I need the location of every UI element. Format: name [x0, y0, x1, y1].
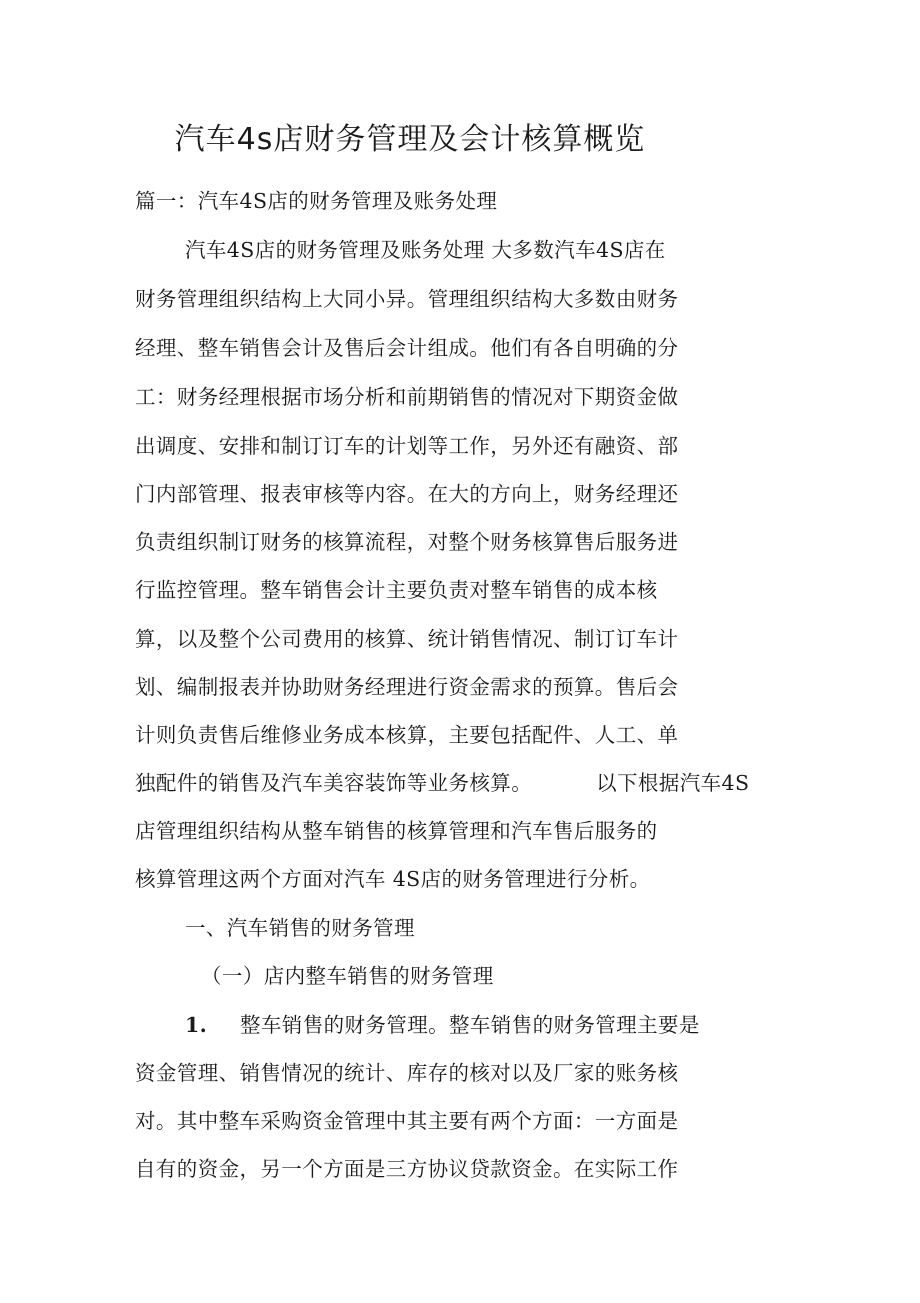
- paragraph-line-split: [135, 766, 749, 796]
- paragraph-line: 门内部管理、报表审核等内容。在大的方向上，财务经理还: [135, 482, 679, 506]
- section-heading: 篇一：汽车4S店的财务管理及账务处理: [135, 189, 498, 213]
- paragraph-line: 算，以及整个公司费用的核算、统计销售情况、制订订车计: [135, 627, 679, 651]
- item-number: 1.: [185, 1013, 208, 1037]
- item-first-line: 整车销售的财务管理。整车销售的财务管理主要是: [240, 1013, 700, 1037]
- paragraph-line: 资金管理、销售情况的统计、库存的核对以及厂家的账务核: [135, 1061, 679, 1085]
- paragraph-line: 自有的资金，另一个方面是三方协议贷款资金。在实际工作: [135, 1157, 679, 1181]
- paragraph-line-part-a: 独配件的销售及汽车美容装饰等业务核算。: [135, 771, 533, 795]
- document-title: 汽车4s店财务管理及会计核算概览: [174, 122, 646, 157]
- paragraph-line: 计则负责售后维修业务成本核算，主要包括配件、人工、单: [135, 723, 679, 747]
- numbered-item: [185, 1008, 700, 1038]
- paragraph-line: 划、编制报表并协助财务经理进行资金需求的预算。售后会: [135, 675, 679, 699]
- paragraph-line: 核算管理这两个方面对汽车 4S店的财务管理进行分析。: [135, 867, 651, 891]
- heading-level-1: 一、汽车销售的财务管理: [185, 916, 415, 940]
- paragraph-line: 店管理组织结构从整车销售的核算管理和汽车售后服务的: [135, 819, 658, 843]
- paragraph-line: 经理、整车销售会计及售后会计组成。他们有各自明确的分: [135, 336, 679, 360]
- paragraph-line: 行监控管理。整车销售会计主要负责对整车销售的成本核: [135, 578, 658, 602]
- heading-level-2: （一）店内整车销售的财务管理: [201, 964, 494, 988]
- paragraph-line: 财务管理组织结构上大同小异。管理组织结构大多数由财务: [135, 287, 679, 311]
- paragraph-line: 负责组织制订财务的核算流程，对整个财务核算售后服务进: [135, 530, 679, 554]
- paragraph-line: 工：财务经理根据市场分析和前期销售的情况对下期资金做: [135, 385, 679, 409]
- paragraph-line: 汽车4S店的财务管理及账务处理 大多数汽车4S店在: [185, 238, 666, 262]
- paragraph-line-part-b: 以下根据汽车4S: [596, 771, 750, 795]
- paragraph-line: 对。其中整车采购资金管理中其主要有两个方面：一方面是: [135, 1109, 679, 1133]
- paragraph-line: 出调度、安排和制订订车的计划等工作，另外还有融资、部: [135, 434, 679, 458]
